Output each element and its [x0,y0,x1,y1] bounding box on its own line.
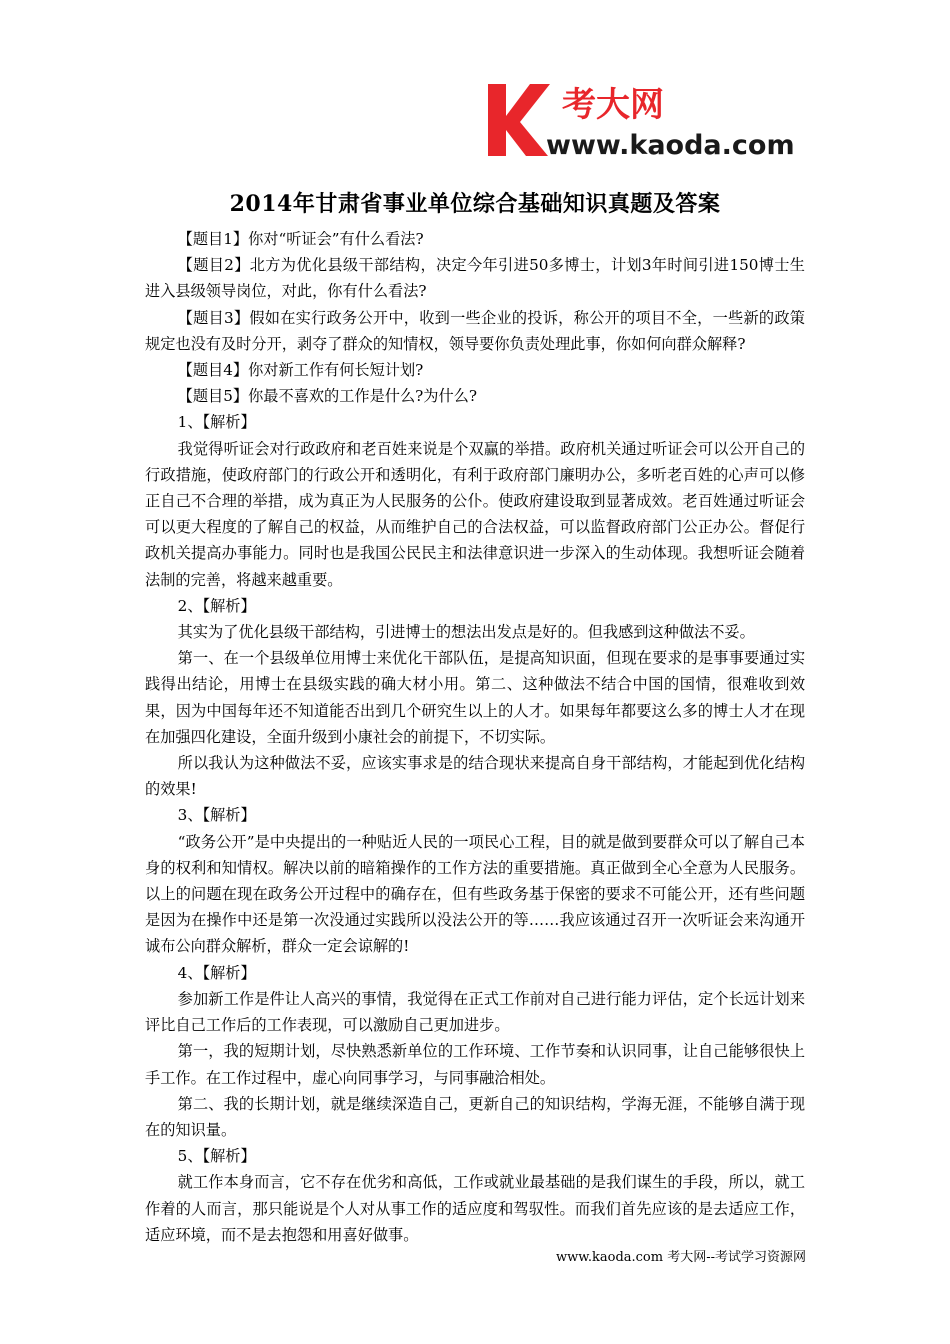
document-title: 2014年甘肃省事业单位综合基础知识真题及答案 [229,191,721,217]
body-paragraph: “政务公开”是中央提出的一种贴近人民的一项民心工程，目的就是做到要群众可以了解自己本身的权利和知情权。解决以前的暗箱操作的工作方法的重要措施。真正做到全心全意为人民服务。以上的问题在现在政务公开过程中的确存在，但有些政务基于保密的要求不可能公开，还有些问题是因为在操作中还是第一次没通过实践所以没法公开的等……我应该通过召开一次听证会来沟通开诚布公向群众解析，群众一定会谅解的! [145,832,805,956]
body-paragraph: 2、【解析】 [177,596,256,615]
body-paragraph: 【题目1】你对“听证会”有什么看法? [177,230,424,248]
body-paragraph: 【题目4】你对新工作有何长短计划? [177,361,424,380]
body-paragraph: 1、【解析】 [177,413,256,432]
body-paragraph: 就工作本身而言，它不存在优劣和高低，工作或就业最基础的是我们谋生的手段，所以，就工作着的人而言，那只能说是个人对从事工作的适应度和驾驭性。而我们首先应该的是去适应工作，适应环境，而不是去抱怨和用喜好做事。 [145,1173,805,1244]
body-paragraph: 4、【解析】 [177,963,256,982]
body-paragraph: 第二、我的长期计划，就是继续深造自己，更新自己的知识结构，学海无涯，不能够自满于现在的知识量。 [145,1094,805,1139]
body-paragraph: 5、【解析】 [177,1147,256,1166]
logo-graphic [484,80,804,160]
body-paragraph: 【题目3】假如在实行政务公开中，收到一些企业的投诉，称公开的项目不全，一些新的政策规定也没有及时分开，剥夺了群众的知情权，领导要你负责处理此事，你如何向群众解释? [145,308,805,353]
logo-url-text: www.kaoda.com [546,130,795,160]
body-paragraph: 3、【解析】 [177,806,256,825]
body-paragraph: 【题目2】北方为优化县级干部结构，决定今年引进50多博士，计划3年时间引进150博士生进入县级领导岗位，对此，你有什么看法? [145,256,805,301]
page-footer: www.kaoda.com 考大网--考试学习资源网 [556,1250,806,1265]
body-paragraph: 第一，我的短期计划，尽快熟悉新单位的工作环境、工作节奏和认识同事，让自己能够很快上手工作。在工作过程中，虚心向同事学习，与同事融洽相处。 [145,1042,805,1087]
body-paragraph: 我觉得听证会对行政政府和老百姓来说是个双赢的举措。政府机关通过听证会可以公开自己的行政措施，使政府部门的行政公开和透明化，有利于政府部门廉明办公，多听老百姓的心声可以修正自己不合理的举措，成为真正为人民服务的公仆。使政府建设取到显著成效。老百姓通过听证会可以更大程度的了解自己的权益，从而维护自己的合法权益，可以监督政府部门公正办公。督促行政机关提高办事能力。同时也是我国公民民主和法律意识进一步深入的生动体现。我想听证会随着法制的完善，将越来越重要。 [145,439,805,589]
body-paragraph: 第一、在一个县级单位用博士来优化干部队伍，是提高知识面，但现在要求的是事事要通过实践得出结论，用博士在县级实践的确大材小用。第二、这种做法不结合中国的国情，很难收到效果，因为中国每年还不知道能否出到几个研究生以上的人才。如果每年都要这么多的博士人才在现在加强四化建设，全面升级到小康社会的前提下，不切实际。 [145,649,805,746]
body-paragraph: 【题目5】你最不喜欢的工作是什么?为什么? [177,387,477,406]
body-paragraph: 其实为了优化县级干部结构，引进博士的想法出发点是好的。但我感到这种做法不妥。 [177,623,755,642]
kaoda-logo [484,80,804,160]
logo-brand-text: 考大网 [562,85,664,125]
body-paragraph: 所以我认为这种做法不妥，应该实事求是的结合现状来提高自身干部结构，才能起到优化结构的效果! [145,754,805,799]
body-paragraph: 参加新工作是件让人高兴的事情，我觉得在正式工作前对自己进行能力评估，定个长远计划来评比自己工作后的工作表现，可以激励自己更加进步。 [145,989,805,1035]
document-body [145,226,805,1248]
